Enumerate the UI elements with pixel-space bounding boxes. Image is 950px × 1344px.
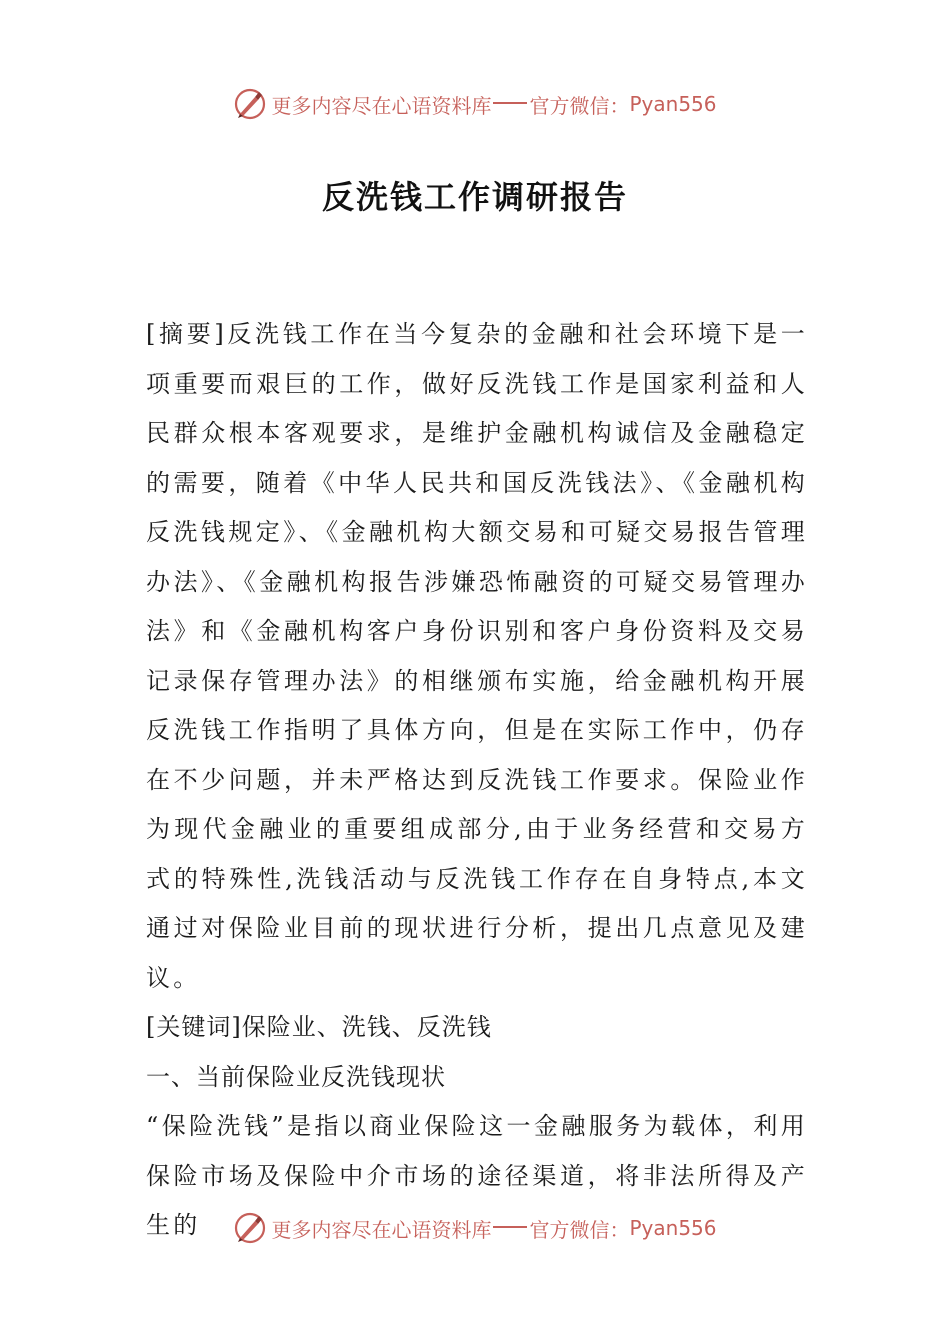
banner-right-label: 官方微信： <box>529 93 630 118</box>
banner-wechat-id: Pyan556 <box>629 1216 717 1240</box>
document-body <box>146 310 808 1251</box>
banner-wechat-id: Pyan556 <box>629 92 717 116</box>
section-heading: 一、当前保险业反洗钱现状 <box>146 1062 446 1091</box>
footer-banner <box>0 1206 950 1250</box>
pen-in-circle-logo-icon <box>233 1211 267 1245</box>
abstract-paragraph: [摘要]反洗钱工作在当今复杂的金融和社会环境下是一项重要而艰巨的工作，做好反洗钱工作是国家利益和人民群众根本客观要求，是维护金融机构诚信及金融稳定的需要，随着《中华人民共和国反洗钱法》、《金融机构反洗钱规定》、《金融机构大额交易和可疑交易报告管理办法》、《金融机构报告涉嫌恐怖融资的可疑交易管理办法》和《金融机构客户身份识别和客户身份资料及交易记录保存管理办法》的相继颁布实施，给金融机构开展反洗钱工作指明了具体方向，但是在实际工作中，仍存在不少问题，并未严格达到反洗钱工作要求。保险业作为现代金融业的重要组成部分,由于业务经营和交易方式的特殊性,洗钱活动与反洗钱工作存在自身特点,本文通过对保险业目前的现状进行分析，提出几点意见及建议。 <box>146 320 808 992</box>
document-title: 反洗钱工作调研报告 <box>321 178 628 216</box>
header-banner <box>0 82 950 126</box>
keywords-line: [关键词]保险业、洗钱、反洗钱 <box>146 1013 492 1041</box>
banner-left-text: 更多内容尽在心语资料库 <box>271 1217 492 1242</box>
banner-dash <box>493 102 527 104</box>
banner-dash <box>493 1226 527 1228</box>
banner-left-text: 更多内容尽在心语资料库 <box>271 93 492 118</box>
pen-in-circle-logo-icon <box>233 87 267 121</box>
banner-right-label: 官方微信： <box>529 1217 630 1242</box>
section-paragraph: “保险洗钱”是指以商业保险这一金融服务为载体，利用保险市场及保险中介市场的途径渠道，将非法所得及产生的 <box>146 1112 808 1239</box>
